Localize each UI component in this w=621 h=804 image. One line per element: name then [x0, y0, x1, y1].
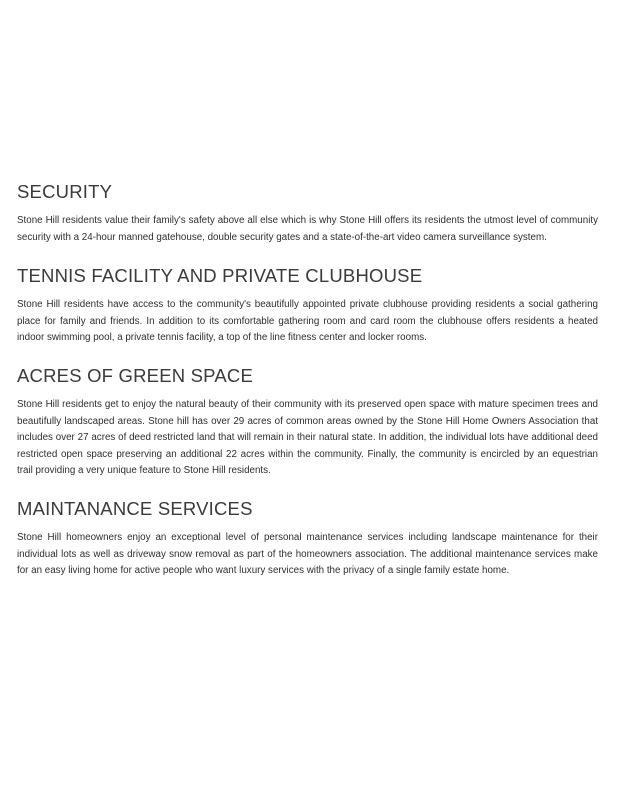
section-title-tennis-clubhouse: TENNIS FACILITY AND PRIVATE CLUBHOUSE — [17, 265, 423, 287]
section-tennis-clubhouse — [17, 264, 598, 347]
section-title-green-space: ACRES OF GREEN SPACE — [17, 364, 253, 386]
section-body-maintenance: Stone Hill homeowners enjoy an exceptional level of personal maintenance services including landscape maintenance for their individual lots as well as driveway snow removal as part of the homeowners association. The additional maintenance services make for an easy living home for active people who want luxury services with the privacy of a single family estate home. — [17, 531, 598, 577]
section-title-security: SECURITY — [17, 181, 113, 202]
section-body-tennis-clubhouse: Stone Hill residents have access to the community's beautifully appointed private clubhouse providing residents a social gathering place for family and friends. In addition to its comfortable gathering room and card room the clubhouse offers residents a heated indoor swimming pool, a private tennis facility, a top of the line fitness center and locker rooms. — [17, 299, 598, 344]
section-security — [17, 180, 598, 246]
section-maintenance — [17, 497, 598, 580]
section-body-security: Stone Hill residents value their family's safety above all else which is why Stone Hill offers its residents the utmost level of community security with a 24-hour manned gatehouse, double security gates and a state-of-the-art video camera surveillance system. — [17, 215, 598, 243]
section-title-maintenance: MAINTANANCE SERVICES — [17, 497, 253, 519]
section-green-space — [17, 364, 598, 480]
document-content — [17, 180, 598, 580]
section-body-green-space: Stone Hill residents get to enjoy the natural beauty of their community with its preserved open space with mature specimen trees and beautifully landscaped areas. Stone hill has over 29 acres of common areas owned by the Stone Hill Home Owners Association that includes over 27 acres of deed restricted land that will remain in their natural state. In addition, the individual lots have additional deed restricted open space preserving an additional 22 acres within the community. Finally, the community is encircled by an equestrian trail providing a very unique feature to Stone Hill residents. — [17, 398, 598, 477]
